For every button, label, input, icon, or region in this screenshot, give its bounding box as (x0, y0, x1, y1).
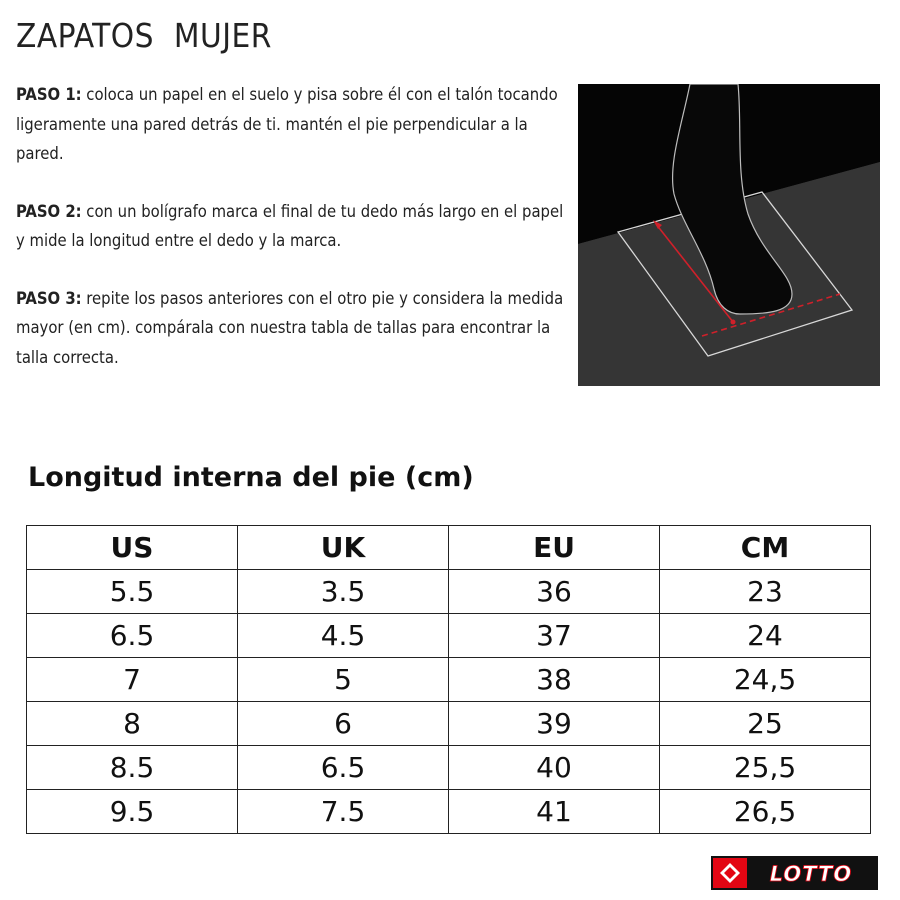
step-text: repite los pasos anteriores con el otro pie y considera la medida mayor (en cm). compárala con nuestra tabla de tallas para encontrar la talla correcta. (16, 288, 564, 367)
column-header-uk: UK (238, 526, 449, 570)
step-text: con un bolígrafo marca el final de tu dedo más largo en el papel y mide la longitud entre el dedo y la marca. (16, 201, 564, 250)
step-label: PASO 3: (16, 288, 82, 308)
step-1 (16, 80, 566, 169)
cell-us: 7 (27, 658, 238, 702)
cell-uk: 7.5 (238, 790, 449, 834)
lotto-logo-icon (711, 856, 878, 890)
cell-cm: 25,5 (660, 746, 871, 790)
cell-eu: 40 (449, 746, 660, 790)
column-header-us: US (27, 526, 238, 570)
table-row (27, 746, 871, 790)
column-header-cm: CM (660, 526, 871, 570)
cell-eu: 36 (449, 570, 660, 614)
cell-eu: 38 (449, 658, 660, 702)
cell-cm: 24,5 (660, 658, 871, 702)
page-title: ZAPATOS MUJER (16, 16, 272, 55)
table-row (27, 570, 871, 614)
cell-eu: 41 (449, 790, 660, 834)
table-header-row (27, 526, 871, 570)
cell-cm: 26,5 (660, 790, 871, 834)
cell-us: 8 (27, 702, 238, 746)
table-row (27, 790, 871, 834)
cell-eu: 39 (449, 702, 660, 746)
step-2 (16, 197, 566, 256)
cell-uk: 4.5 (238, 614, 449, 658)
foot-on-paper-icon (578, 84, 880, 386)
cell-uk: 5 (238, 658, 449, 702)
cell-cm: 23 (660, 570, 871, 614)
cell-uk: 6 (238, 702, 449, 746)
cell-us: 9.5 (27, 790, 238, 834)
step-text: coloca un papel en el suelo y pisa sobre él con el talón tocando ligeramente una pared detrás de ti. mantén el pie perpendicular a la pared. (16, 85, 558, 163)
cell-cm: 24 (660, 614, 871, 658)
instructions (16, 80, 566, 400)
column-header-eu: EU (449, 526, 660, 570)
step-label: PASO 1: (16, 85, 82, 104)
cell-cm: 25 (660, 702, 871, 746)
cell-uk: 6.5 (238, 746, 449, 790)
cell-us: 5.5 (27, 570, 238, 614)
cell-us: 6.5 (27, 614, 238, 658)
cell-uk: 3.5 (238, 570, 449, 614)
table-row (27, 614, 871, 658)
cell-eu: 37 (449, 614, 660, 658)
size-table-title: Longitud interna del pie (cm) (28, 462, 474, 493)
logo-text: LOTTO (769, 862, 853, 886)
table-row (27, 702, 871, 746)
table-row (27, 658, 871, 702)
foot-measure-illustration (578, 84, 880, 386)
step-3 (16, 284, 566, 373)
size-table (26, 525, 871, 834)
lotto-logo (711, 856, 878, 890)
step-label: PASO 2: (16, 201, 82, 221)
cell-us: 8.5 (27, 746, 238, 790)
